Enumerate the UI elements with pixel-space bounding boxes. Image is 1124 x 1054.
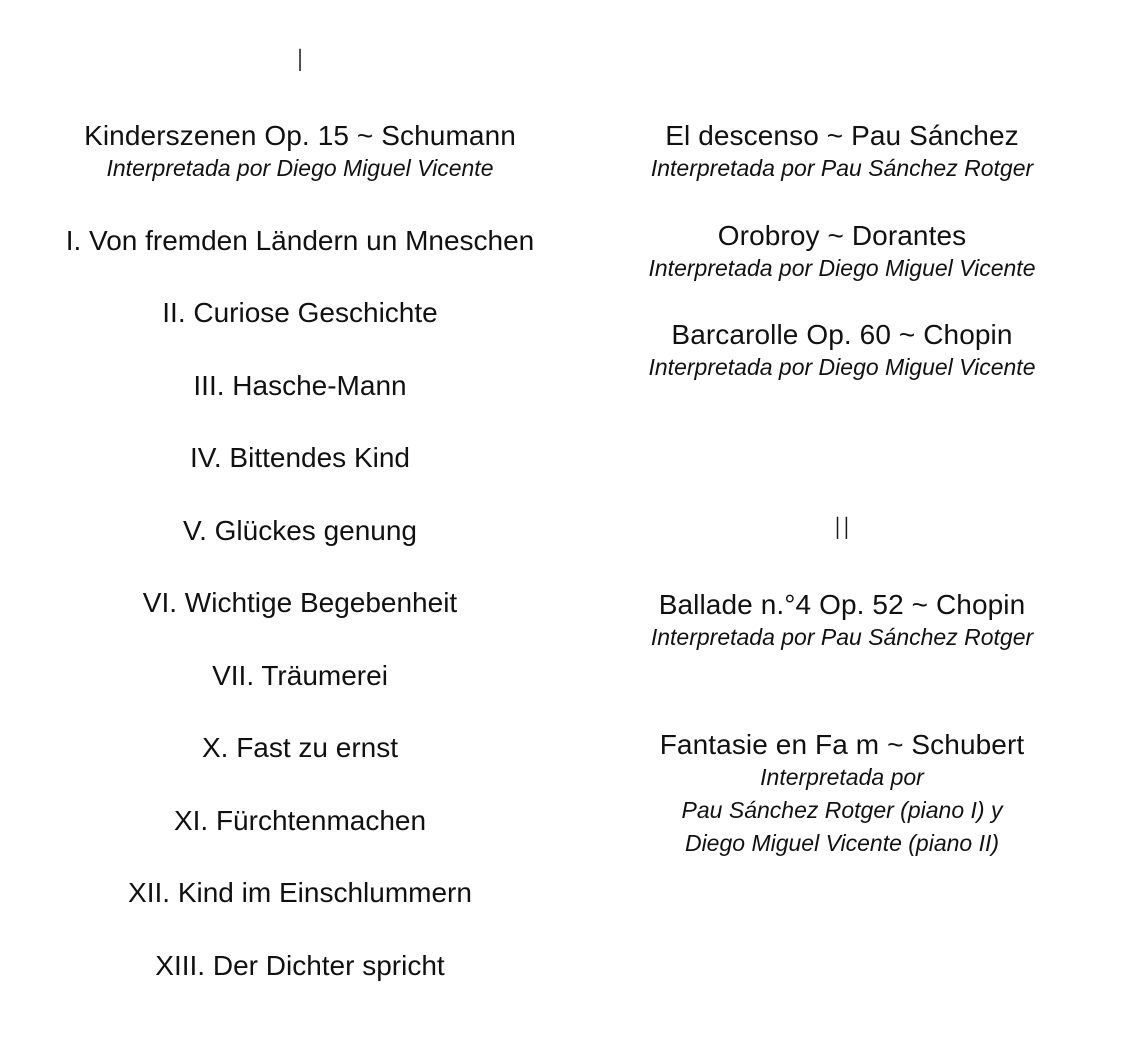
movement-item: XI. Fürchtenmachen bbox=[173, 805, 427, 836]
movement-item: XIII. Der Dichter spricht bbox=[155, 950, 445, 981]
movement-item: XII. Kind im Einschlummern bbox=[128, 877, 472, 908]
work-performer: Interpretada por Pau Sánchez Rotger bbox=[650, 155, 1034, 181]
work-performer: Interpretada por Pau Sánchez Rotger bbox=[650, 624, 1034, 650]
movement-item: II. Curiose Geschichte bbox=[162, 297, 438, 328]
work-title: Ballade n.°4 Op. 52 ~ Chopin bbox=[658, 589, 1026, 620]
movement-item: V. Glückes genung bbox=[182, 515, 418, 546]
movement-item: I. Von fremden Ländern un Mneschen bbox=[65, 225, 535, 256]
work-performer: Interpretada por Diego Miguel Vicente bbox=[648, 255, 1036, 281]
work-performer-line: Pau Sánchez Rotger (piano I) y bbox=[681, 797, 1003, 823]
part-two-numeral: II bbox=[833, 512, 851, 547]
movement-item: X. Fast zu ernst bbox=[201, 732, 399, 763]
movement-item: VI. Wichtige Begebenheit bbox=[142, 587, 458, 618]
work-performer: Interpretada por Diego Miguel Vicente bbox=[106, 155, 494, 181]
part-one-numeral: I bbox=[295, 44, 305, 79]
work-title: Orobroy ~ Dorantes bbox=[717, 220, 967, 251]
work-performer: Interpretada por Diego Miguel Vicente bbox=[648, 354, 1036, 380]
work-title: Fantasie en Fa m ~ Schubert bbox=[659, 729, 1025, 760]
work-performer-line: Diego Miguel Vicente (piano II) bbox=[684, 830, 1000, 856]
work-title: El descenso ~ Pau Sánchez bbox=[665, 120, 1019, 151]
work-title: Barcarolle Op. 60 ~ Chopin bbox=[671, 319, 1013, 350]
work-title: Kinderszenen Op. 15 ~ Schumann bbox=[84, 120, 516, 151]
movement-item: VII. Träumerei bbox=[212, 660, 388, 691]
movement-item: IV. Bittendes Kind bbox=[189, 442, 410, 473]
movement-item: III. Hasche-Mann bbox=[193, 370, 407, 401]
work-performer-line: Interpretada por bbox=[760, 764, 924, 790]
